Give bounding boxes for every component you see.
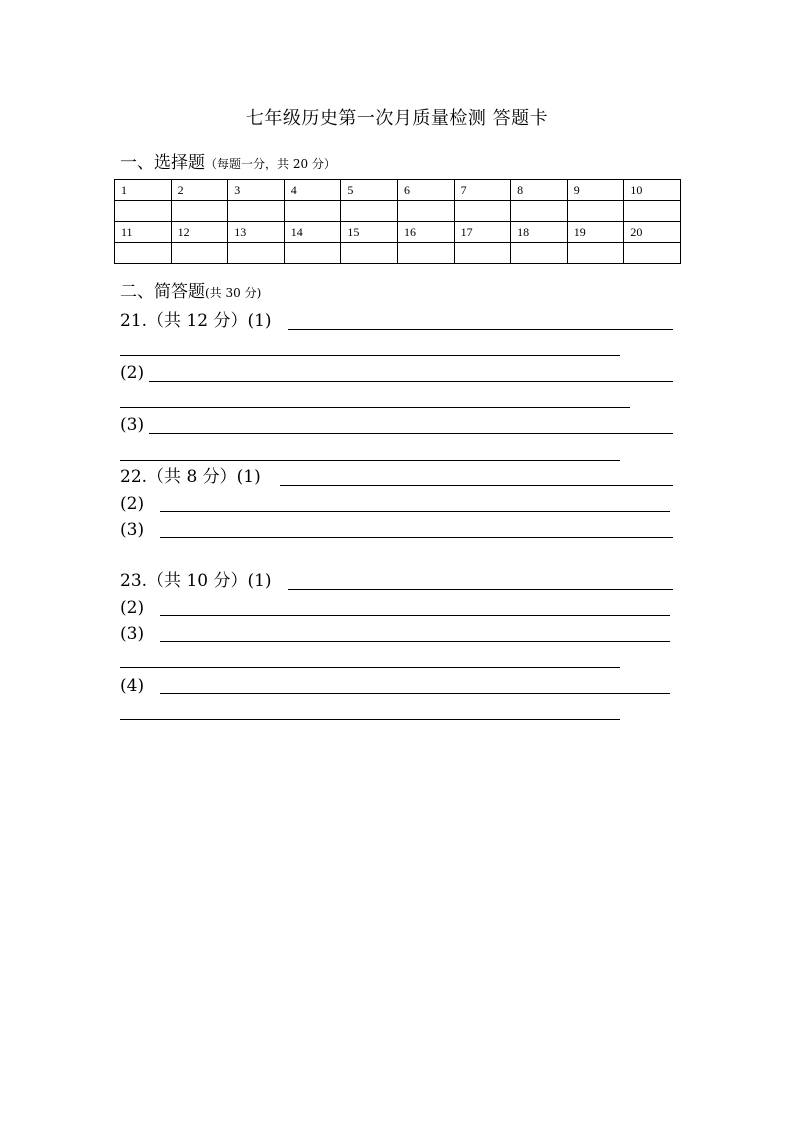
grid-cell-number: 3 bbox=[228, 180, 285, 201]
q21-label: 21.（共 12 分）(1) bbox=[120, 311, 272, 331]
grid-answer-cell[interactable] bbox=[228, 243, 285, 264]
grid-answer-cell[interactable] bbox=[284, 243, 341, 264]
q21-answer-line[interactable] bbox=[288, 329, 673, 330]
grid-answer-cell[interactable] bbox=[228, 201, 285, 222]
grid-answer-cell[interactable] bbox=[624, 243, 681, 264]
q21-answer-line[interactable] bbox=[149, 381, 673, 382]
section-short-answer-title: 二、简答题 bbox=[120, 282, 205, 302]
grid-cell-number: 6 bbox=[397, 180, 454, 201]
table-row bbox=[115, 201, 681, 222]
q21-answer-line[interactable] bbox=[120, 460, 620, 461]
grid-answer-cell[interactable] bbox=[341, 201, 398, 222]
grid-answer-cell[interactable] bbox=[115, 201, 172, 222]
grid-cell-number: 5 bbox=[341, 180, 398, 201]
grid-cell-number: 9 bbox=[567, 180, 624, 201]
q21-answer-line[interactable] bbox=[120, 407, 630, 408]
grid-answer-cell[interactable] bbox=[284, 201, 341, 222]
q21-part-label: (3) bbox=[120, 415, 145, 435]
grid-cell-number: 11 bbox=[115, 222, 172, 243]
section-choice-title: 一、选择题 bbox=[120, 153, 205, 173]
grid-answer-cell[interactable] bbox=[511, 243, 568, 264]
grid-answer-cell[interactable] bbox=[454, 243, 511, 264]
q23-answer-line[interactable] bbox=[160, 641, 670, 642]
grid-cell-number: 15 bbox=[341, 222, 398, 243]
grid-cell-number: 2 bbox=[171, 180, 228, 201]
grid-cell-number: 18 bbox=[511, 222, 568, 243]
q23-answer-line[interactable] bbox=[288, 589, 673, 590]
q23-answer-line[interactable] bbox=[160, 615, 670, 616]
table-row bbox=[115, 180, 681, 201]
grid-cell-number: 16 bbox=[397, 222, 454, 243]
q23-part-label: (3) bbox=[120, 624, 145, 644]
grid-cell-number: 14 bbox=[284, 222, 341, 243]
grid-cell-number: 19 bbox=[567, 222, 624, 243]
grid-answer-cell[interactable] bbox=[567, 201, 624, 222]
answer-grid bbox=[114, 179, 681, 264]
grid-answer-cell[interactable] bbox=[397, 243, 454, 264]
grid-cell-number: 20 bbox=[624, 222, 681, 243]
section-short-answer-note: (共 30 分) bbox=[205, 286, 262, 300]
section-choice-heading bbox=[120, 148, 336, 173]
section-choice-note: （每题一分，共 20 分） bbox=[205, 157, 336, 171]
grid-cell-number: 17 bbox=[454, 222, 511, 243]
page-title: 七年级历史第一次月质量检测 答题卡 bbox=[245, 108, 549, 129]
q22-answer-line[interactable] bbox=[280, 485, 673, 486]
grid-answer-cell[interactable] bbox=[454, 201, 511, 222]
q23-part-label: (4) bbox=[120, 676, 145, 696]
grid-answer-cell[interactable] bbox=[567, 243, 624, 264]
q23-answer-line[interactable] bbox=[160, 693, 670, 694]
q22-part-label: (3) bbox=[120, 520, 145, 540]
grid-cell-number: 13 bbox=[228, 222, 285, 243]
q22-label: 22.（共 8 分）(1) bbox=[120, 467, 261, 487]
q23-label: 23.（共 10 分）(1) bbox=[120, 571, 272, 591]
q22-answer-line[interactable] bbox=[160, 511, 670, 512]
grid-cell-number: 10 bbox=[624, 180, 681, 201]
grid-answer-cell[interactable] bbox=[171, 243, 228, 264]
table-row bbox=[115, 243, 681, 264]
q21-part-label: (2) bbox=[120, 363, 145, 383]
q23-answer-line[interactable] bbox=[120, 719, 620, 720]
q23-part-label: (2) bbox=[120, 598, 145, 618]
grid-answer-cell[interactable] bbox=[341, 243, 398, 264]
grid-cell-number: 12 bbox=[171, 222, 228, 243]
grid-cell-number: 7 bbox=[454, 180, 511, 201]
q22-part-label: (2) bbox=[120, 494, 145, 514]
grid-cell-number: 8 bbox=[511, 180, 568, 201]
grid-answer-cell[interactable] bbox=[171, 201, 228, 222]
grid-answer-cell[interactable] bbox=[511, 201, 568, 222]
q23-answer-line[interactable] bbox=[120, 667, 620, 668]
grid-answer-cell[interactable] bbox=[397, 201, 454, 222]
grid-answer-cell[interactable] bbox=[624, 201, 681, 222]
section-short-answer-heading bbox=[120, 277, 261, 302]
grid-answer-cell[interactable] bbox=[115, 243, 172, 264]
q21-answer-line[interactable] bbox=[149, 433, 673, 434]
table-row bbox=[115, 222, 681, 243]
grid-cell-number: 4 bbox=[284, 180, 341, 201]
q21-answer-line[interactable] bbox=[120, 355, 620, 356]
grid-cell-number: 1 bbox=[115, 180, 172, 201]
q22-answer-line[interactable] bbox=[160, 537, 673, 538]
